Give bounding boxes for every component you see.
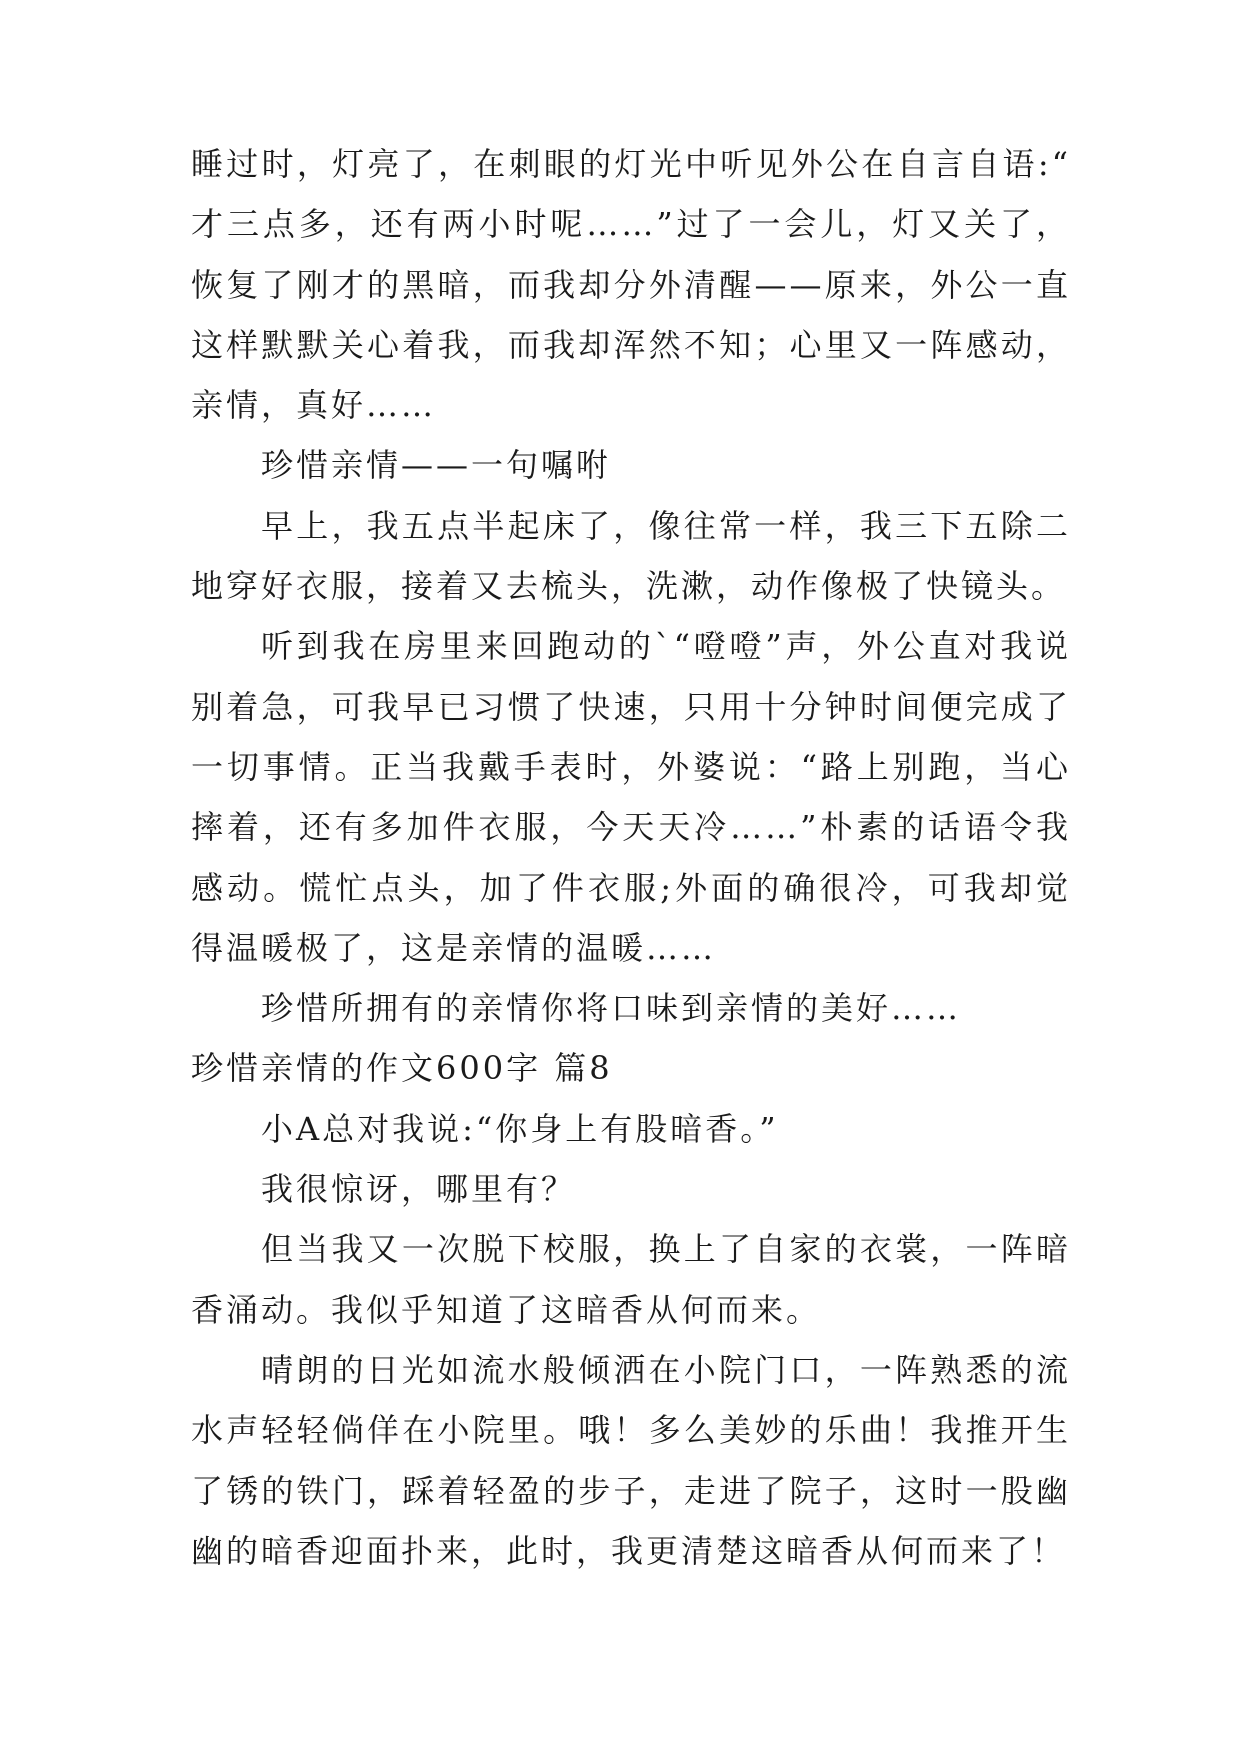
paragraph: 睡过时，灯亮了，在刺眼的灯光中听见外公在自言自语:“才三点多，还有两小时呢……”过了一会儿，灯又关了，恢复了刚才的黑暗，而我却分外清醒——原来，外公一直这样默默关心着我，而我却浑然不知；心里又一阵感动，亲情，真好……	[191, 145, 1071, 425]
paragraph: 早上，我五点半起床了，像往常一样，我三下五除二地穿好衣服，接着又去梳头，洗漱，动作像极了快镜头。	[191, 506, 1071, 606]
paragraph: 珍惜亲情——一句嘱咐	[261, 446, 612, 485]
paragraph: 晴朗的日光如流水般倾洒在小院门口，一阵熟悉的流水声轻轻倘佯在小院里。哦！多么美妙的乐曲！我推开生了锈的铁门，踩着轻盈的步子，走进了院子，这时一股幽幽的暗香迎面扑来，此时，我更清楚这暗香从何而来了！	[191, 1350, 1071, 1570]
paragraph: 小A总对我说:“你身上有股暗香。”	[261, 1109, 779, 1148]
paragraph: 珍惜所拥有的亲情你将口味到亲情的美好……	[261, 989, 962, 1028]
paragraph: 我很惊讶，哪里有？	[261, 1170, 577, 1209]
section-heading: 珍惜亲情的作文600字 篇8	[191, 1049, 613, 1088]
paragraph: 听到我在房里来回跑动的`“噔噔”声，外公直对我说别着急，可我早已习惯了快速，只用十分钟时间便完成了一切事情。正当我戴手表时，外婆说：“路上别跑，当心摔着，还有多加件衣服，今天天冷……”朴素的话语令我感动。慌忙点头，加了件衣服;外面的确很冷，可我却觉得温暖极了，这是亲情的温暖……	[191, 627, 1071, 967]
document-body	[191, 134, 1071, 1581]
paragraph: 但当我又一次脱下校服，换上了自家的衣裳，一阵暗香涌动。我似乎知道了这暗香从何而来。	[191, 1230, 1071, 1329]
